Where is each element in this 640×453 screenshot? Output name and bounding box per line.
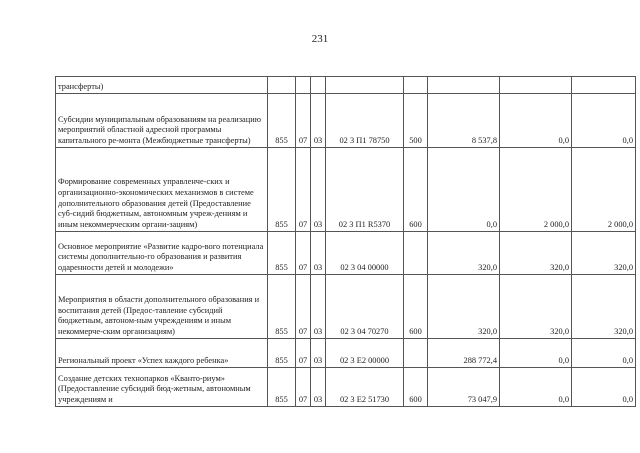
section-code: 07: [296, 94, 311, 148]
amount-year-2: 320,0: [500, 275, 572, 339]
admin-code: 855: [268, 339, 296, 368]
row-name: Региональный проект «Успех каждого ребенка»: [56, 339, 268, 368]
expense-type: [404, 77, 428, 94]
expense-type: [404, 339, 428, 368]
section-code: [296, 77, 311, 94]
table-row: [56, 94, 636, 148]
amount-year-3: 0,0: [572, 339, 636, 368]
amount-year-1: 73 047,9: [428, 368, 500, 407]
expense-type: [404, 232, 428, 275]
subsection-code: 03: [311, 368, 326, 407]
target-article: 02 3 Е2 51730: [326, 368, 404, 407]
table-row: [56, 368, 636, 407]
section-code: 07: [296, 368, 311, 407]
table-row: [56, 275, 636, 339]
expense-type: 600: [404, 148, 428, 232]
amount-year-2: [500, 77, 572, 94]
subsection-code: 03: [311, 148, 326, 232]
table-row: [56, 339, 636, 368]
section-code: 07: [296, 148, 311, 232]
target-article: 02 3 04 70270: [326, 275, 404, 339]
subsection-code: [311, 77, 326, 94]
amount-year-1: 320,0: [428, 232, 500, 275]
admin-code: 855: [268, 232, 296, 275]
section-code: 07: [296, 339, 311, 368]
row-name: Основное мероприятие «Развитие кадро-вого потенциала системы дополнительно-го образования и развития одаренности детей и молодежи»: [56, 232, 268, 275]
amount-year-2: 0,0: [500, 368, 572, 407]
admin-code: 855: [268, 94, 296, 148]
subsection-code: 03: [311, 275, 326, 339]
admin-code: 855: [268, 275, 296, 339]
amount-year-2: 0,0: [500, 339, 572, 368]
subsection-code: 03: [311, 339, 326, 368]
target-article: 02 3 П1 R5370: [326, 148, 404, 232]
amount-year-3: 320,0: [572, 275, 636, 339]
row-name: Создание детских технопарков «Кванто-риум» (Предоставление субсидий бюд-жетным, автономным учреждениям и: [56, 368, 268, 407]
expense-type: 600: [404, 275, 428, 339]
section-code: 07: [296, 232, 311, 275]
amount-year-3: 0,0: [572, 368, 636, 407]
target-article: 02 3 П1 78750: [326, 94, 404, 148]
target-article: 02 3 Е2 00000: [326, 339, 404, 368]
amount-year-3: 0,0: [572, 94, 636, 148]
table-row: [56, 232, 636, 275]
row-name: Субсидии муниципальным образованиям на реализацию мероприятий областной адресной программы капитального ре-монта (Межбюджетные трансферты): [56, 94, 268, 148]
amount-year-3: 2 000,0: [572, 148, 636, 232]
amount-year-1: 8 537,8: [428, 94, 500, 148]
amount-year-3: [572, 77, 636, 94]
expense-type: 500: [404, 94, 428, 148]
target-article: 02 3 04 00000: [326, 232, 404, 275]
amount-year-3: 320,0: [572, 232, 636, 275]
amount-year-1: 288 772,4: [428, 339, 500, 368]
amount-year-2: 0,0: [500, 94, 572, 148]
admin-code: [268, 77, 296, 94]
admin-code: 855: [268, 148, 296, 232]
subsection-code: 03: [311, 94, 326, 148]
amount-year-2: 2 000,0: [500, 148, 572, 232]
page-number: 231: [311, 33, 329, 45]
table-row: [56, 77, 636, 94]
row-name: Формирование современных управленче-ских и организационно-экономических механизмов в системе дополнительного образования детей (Предоставление суб-сидий бюджетным, автономным учреж-дениям и иным некоммерческим органи-зациям): [56, 148, 268, 232]
table-row: [56, 148, 636, 232]
expense-type: 600: [404, 368, 428, 407]
amount-year-1: [428, 77, 500, 94]
budget-table: [55, 76, 636, 407]
row-name: трансферты): [56, 77, 268, 94]
target-article: [326, 77, 404, 94]
amount-year-1: 320,0: [428, 275, 500, 339]
section-code: 07: [296, 275, 311, 339]
amount-year-1: 0,0: [428, 148, 500, 232]
amount-year-2: 320,0: [500, 232, 572, 275]
subsection-code: 03: [311, 232, 326, 275]
row-name: Мероприятия в области дополнительного образования и воспитания детей (Предос-тавление субсидий бюджетным, автоном-ным учреждениям и иным некоммерче-ским организациям): [56, 275, 268, 339]
admin-code: 855: [268, 368, 296, 407]
